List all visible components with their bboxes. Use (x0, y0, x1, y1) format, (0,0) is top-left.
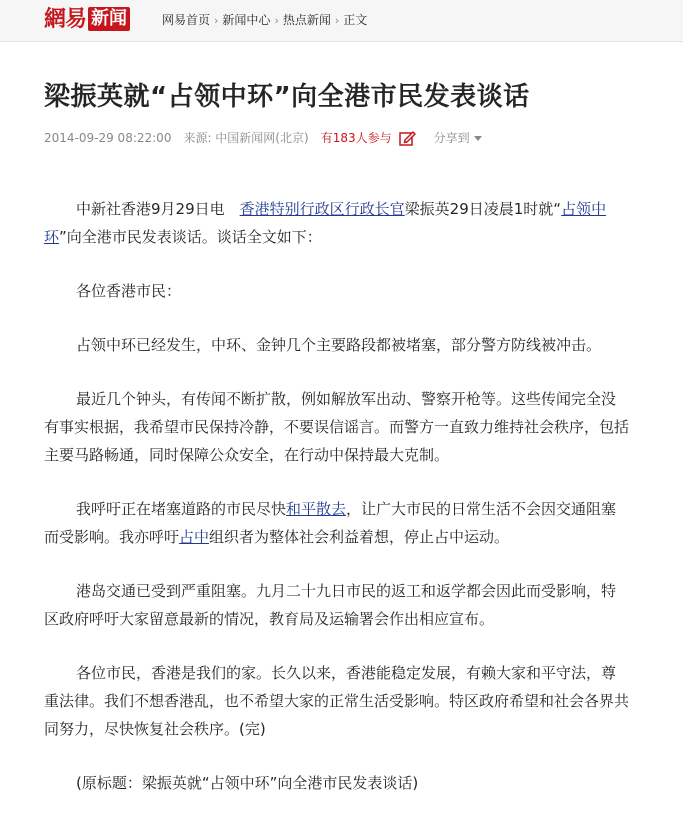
article-paragraph (44, 495, 629, 551)
article-paragraph: 占领中环已经发生，中环、金钟几个主要路段都被堵塞，部分警方防线被冲击。 (76, 336, 602, 354)
logo-netease-text: 網易 (44, 6, 87, 32)
paragraph-text: 梁振英29日凌晨1时就“ (404, 200, 562, 218)
article-paragraph: 港岛交通已受到严重阻塞。九月二十九日市民的返工和返学都会因此而受影响，特区政府呼吁大家留意最新的情况，教育局及运输署会作出相应宣布。 (44, 582, 617, 628)
article-source: 来源: 中国新闻网(北京) (183, 131, 309, 145)
breadcrumb-separator: › (214, 14, 219, 27)
breadcrumb-separator: › (334, 14, 340, 27)
breadcrumb-news-center-link[interactable]: 新闻中心 (222, 13, 271, 27)
keyword-link-occupy-central[interactable]: 占领中环 (44, 200, 607, 246)
breadcrumb-hot-news-link[interactable]: 热点新闻 (282, 13, 331, 27)
keyword-link-disperse-peacefully[interactable]: 和平散去 (286, 500, 347, 518)
article-title: 梁振英就“占领中环”向全港市民发表谈话 (44, 82, 530, 112)
comment-edit-icon[interactable] (398, 129, 416, 147)
breadcrumb-home-link[interactable]: 网易首页 (162, 13, 211, 27)
breadcrumb-separator: › (274, 14, 279, 27)
share-button[interactable]: 分享到 (433, 131, 470, 145)
comment-count-link[interactable]: 有183人参与 (320, 131, 392, 145)
paragraph-text: ，让广大市民的日常生活不会因交通阻塞而受影响。我亦呼吁 (44, 500, 617, 546)
share-dropdown-caret-icon[interactable] (474, 136, 482, 141)
paragraph-text: ”向全港市民发表谈话。谈话全文如下： (59, 228, 322, 246)
paragraph-text: 中新社香港9月29日电 (76, 200, 240, 218)
netease-news-logo[interactable] (44, 5, 130, 33)
article-paragraph: 各位香港市民： (76, 282, 182, 300)
original-title-note: (原标题：梁振英就“占领中环”向全港市民发表谈话) (76, 774, 419, 792)
article-meta (44, 129, 482, 147)
article-body (44, 195, 629, 823)
top-navigation-bar (0, 0, 683, 42)
breadcrumb (162, 11, 367, 30)
article-paragraph (44, 195, 629, 251)
breadcrumb-current: 正文 (343, 13, 368, 27)
article-paragraph: 各位市民，香港是我们的家。长久以来，香港能稳定发展，有赖大家和平守法，尊重法律。我们不想香港乱，也不希望大家的正常生活受影响。特区政府希望和社会各界共同努力，尽快恢复社会秩序。(完) (44, 664, 630, 738)
article-paragraph: 最近几个钟头，有传闻不断扩散，例如解放军出动、警察开枪等。这些传闻完全没有事实根据，我希望市民保持冷静，不要误信谣言。而警方一直致力维持社会秩序，包括主要马路畅通，同时保障公众安全，在行动中保持最大克制。 (44, 390, 630, 464)
logo-news-text: 新闻 (88, 7, 130, 31)
paragraph-text: 组织者为整体社会利益着想，停止占中运动。 (209, 528, 510, 546)
keyword-link-occupy[interactable]: 占中 (179, 528, 210, 546)
keyword-link-chief-executive[interactable]: 香港特别行政区行政长官 (239, 200, 405, 218)
publish-time: 2014-09-29 08:22:00 (44, 131, 172, 145)
paragraph-text: 我呼吁正在堵塞道路的市民尽快 (76, 500, 287, 518)
